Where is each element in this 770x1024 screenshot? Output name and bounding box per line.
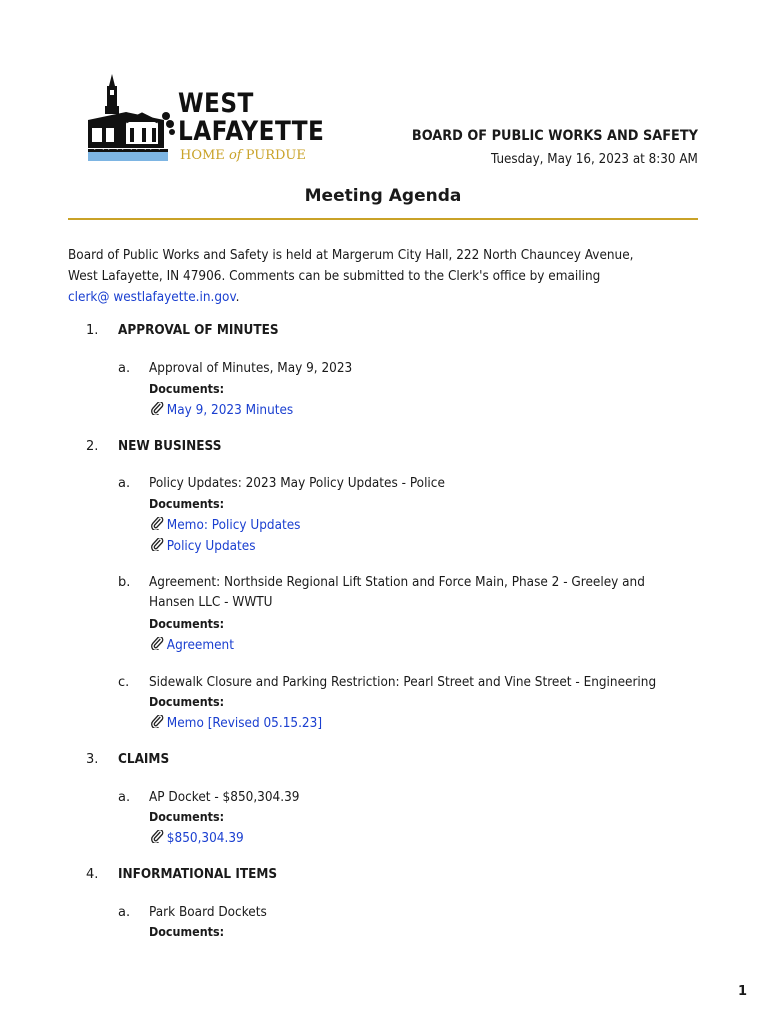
item-letter: a.: [118, 361, 131, 376]
section-title-new-business: NEW BUSINESS: [118, 439, 222, 454]
item-letter: a.: [118, 790, 131, 805]
logo-tag-purdue: PURDUE: [245, 148, 306, 163]
intro-text: Board of Public Works and Safety is held at Margerum City Hall, 222 North Chauncey Avenue, West Lafayette, IN 47906. Comments can be submitted to the Clerk's office by emailing: [68, 248, 634, 284]
paperclip-icon: [151, 830, 164, 843]
documents-label: Documents:: [149, 617, 225, 631]
paperclip-icon: [151, 517, 164, 530]
documents-label: Documents:: [149, 925, 225, 939]
document-link-label: Policy Updates: [166, 539, 256, 554]
section-number: 3.: [86, 752, 99, 767]
city-hall-emblem-icon: [86, 72, 176, 168]
item-text: Sidewalk Closure and Parking Restriction: Pearl Street and Vine Street - Engineering: [149, 675, 657, 690]
west-lafayette-logo: [86, 72, 325, 168]
document-link[interactable]: [151, 637, 234, 653]
paperclip-icon: [151, 637, 164, 650]
logo-tagline: [180, 148, 306, 163]
page-number: 1: [738, 984, 748, 999]
paperclip-icon: [151, 715, 164, 728]
section-title-informational-items: INFORMATIONAL ITEMS: [118, 867, 278, 882]
documents-label: Documents:: [149, 382, 225, 396]
section-title-claims: CLAIMS: [118, 752, 170, 767]
document-link-label: Memo [Revised 05.15.23]: [166, 716, 323, 731]
document-link[interactable]: [151, 715, 322, 731]
document-link-label: Agreement: [166, 638, 234, 653]
clerk-email-link[interactable]: clerk@ westlafayette.in.gov: [68, 290, 236, 305]
logo-word-lafayette: LAFAYETTE: [178, 116, 325, 147]
section-number: 2.: [86, 439, 99, 454]
agenda-title: Meeting Agenda: [304, 186, 462, 206]
documents-label: Documents:: [149, 695, 225, 709]
item-text: Agreement: Northside Regional Lift Station and Force Main, Phase 2 - Greeley and Hansen LLC - WWTU: [149, 575, 645, 610]
document-link-label: May 9, 2023 Minutes: [166, 403, 294, 418]
section-title-approval-of-minutes: APPROVAL OF MINUTES: [118, 323, 279, 338]
item-text: AP Docket - $850,304.39: [149, 790, 300, 805]
document-link[interactable]: [151, 830, 244, 846]
logo-tag-of: of: [228, 148, 242, 163]
item-letter: a.: [118, 476, 131, 491]
document-link-label: Memo: Policy Updates: [166, 518, 301, 533]
document-link[interactable]: [151, 538, 256, 554]
document-link-label: $850,304.39: [166, 831, 244, 846]
logo-word-west: WEST: [178, 88, 254, 119]
item-letter: c.: [118, 675, 130, 690]
intro-trailing: .: [235, 290, 240, 305]
item-text: Park Board Dockets: [149, 905, 267, 920]
section-number: 1.: [86, 323, 99, 338]
documents-label: Documents:: [149, 810, 225, 824]
documents-label: Documents:: [149, 497, 225, 511]
intro-paragraph: [68, 245, 663, 308]
board-title: BOARD OF PUBLIC WORKS AND SAFETY: [411, 128, 698, 144]
document-link[interactable]: [151, 517, 300, 533]
paperclip-icon: [151, 538, 164, 551]
meeting-datetime: Tuesday, May 16, 2023 at 8:30 AM: [491, 152, 698, 167]
item-text: Policy Updates: 2023 May Policy Updates - Police: [149, 476, 445, 491]
header-divider: [68, 218, 698, 220]
item-letter: b.: [118, 575, 131, 590]
item-letter: a.: [118, 905, 131, 920]
logo-tag-home: HOME: [180, 148, 225, 163]
section-number: 4.: [86, 867, 99, 882]
paperclip-icon: [151, 402, 164, 415]
item-text: Approval of Minutes, May 9, 2023: [149, 361, 353, 376]
document-link[interactable]: [151, 402, 293, 418]
